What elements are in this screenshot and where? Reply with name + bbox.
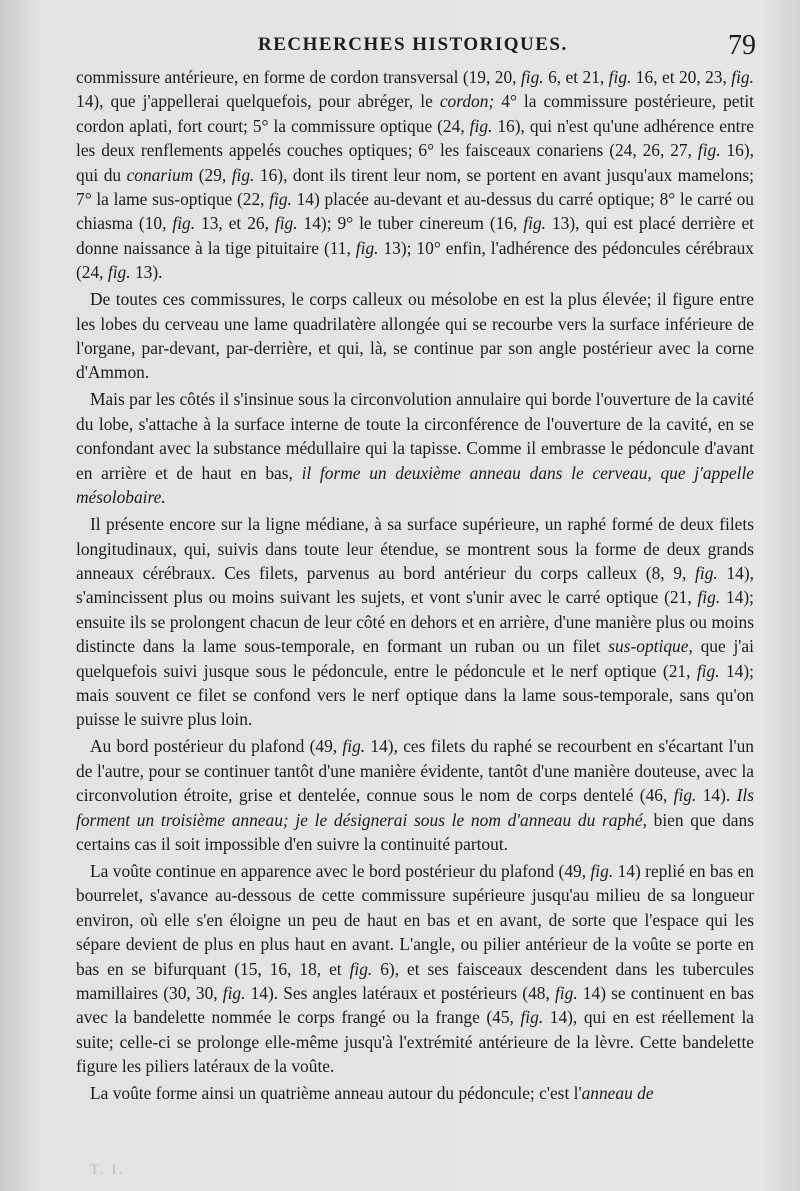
text-run: Mais par les côtés il s'insinue sous la circonvolution annulaire qui borde l'ouverture de la cavité du lobe, s'attache à la surface interne de toute la circonférence de l'ouverture de la cavité, en se confondant avec la substance médullaire qui la tapisse. Comme il embrasse le pédoncule d'avant en arrière et de haut en bas, [76,389,754,483]
page-number: 79 [728,30,756,61]
italic-text-run: fig. [107,262,131,283]
italic-text-run: sus-optique, [608,636,693,657]
italic-text-run: fig. [520,1007,544,1028]
text-run: 14) se continuent en bas avec la bandelette nommée le corps frangé ou la frange (45, [76,983,754,1028]
text-run: 16), qui du [76,140,754,185]
paragraph [76,387,754,509]
page-header [70,30,756,62]
text-run: que j'ai quelquefois suivi jusque sous le pédoncule, entre le pédoncule et le nerf optique (21, [76,636,754,681]
text-run: 14); ensuite ils se prolongent chacun de leur côté en dehors et en arrière, d'une manière plus ou moins distincte dans la lame sous-temporale, en formant un ruban ou un filet [76,587,754,657]
italic-text-run: fig. [697,587,721,608]
text-run: Il présente encore sur la ligne médiane, à sa surface supérieure, un raphé formé de deux filets longitudinaux, qui, suivis dans toute leur étendue, se montrent sous la forme de deux grands anneaux cérébraux. Ces filets, parvenus au bord antérieur du corps calleux (8, 9, [76,514,754,583]
italic-text-run: fig. [222,983,246,1003]
italic-text-run: fig. [523,213,547,234]
text-run: 14), que j'appellerai quelquefois, pour abréger, le [76,91,440,112]
text-run: 6), et ses faisceaux descendent dans les tubercules mamillaires (30, 30, [76,958,754,1003]
text-run: 14); mais souvent ce filet se confond vers le nerf optique dans la lame sous-temporale, sans qu'on puisse le suivre plus loin. [76,660,754,730]
italic-text-run: fig. [355,237,379,258]
paragraph [76,287,754,385]
italic-text-run: fig. [554,983,578,1003]
italic-text-run: fig. [342,736,366,757]
italic-text-run: fig. [231,164,255,185]
text-run: 14), ces filets du raphé se recourbent en s'écartant l'un de l'autre, pour se continuer tantôt d'une manière évidente, tantôt d'une manière douteuse, avec la circonvolution étroite, grise et dentelée, connue sous le nom de corps dentelé (46, [76,736,754,806]
paragraph [76,65,754,285]
italic-text-run: fig. [696,660,720,681]
text-run: La voûte forme ainsi un quatrième anneau autour du pédoncule; c'est l' [90,1083,582,1104]
text-run: 13), qui est placé derrière et donne naissance à la tige pituitaire (11, [76,213,755,258]
text-run: 14). [696,785,737,806]
italic-text-run: Ils forment un troisième anneau; je le désignerai sous le nom d'anneau du raphé, [76,785,754,830]
text-run: 14) placée au-devant et au-dessus du carré optique; 8° le carré ou chiasma (10, [76,189,754,234]
paragraph [76,512,754,732]
paragraph [76,859,754,1079]
italic-text-run: fig. [172,213,196,234]
italic-text-run: fig. [274,213,298,234]
text-run: bien que dans certains cas il soit impossible d'en suivre la continuité partout. [76,809,754,854]
text-run: (29, [193,164,232,185]
text-run: Au bord postérieur du plafond (49, [90,736,343,757]
italic-text-run: cordon; [439,91,495,112]
text-run: 16), dont ils tirent leur nom, se portent en avant jusqu'aux mamelons; 7° la lame sus-optique (22, [76,164,754,210]
italic-text-run: fig. [469,115,493,136]
italic-text-run: fig. [520,67,544,87]
text-run: 14); 9° le tuber cinereum (16, [297,213,524,234]
text-run: De toutes ces commissures, le corps calleux ou mésolobe en est la plus élevée; il figure entre les lobes du cerveau une lame quadrilatère allongée qui se recourbe vers la surface inférieure de l'organe, par-devant, par-derrière, et qui, là, se continue par son angle postérieur avec la corne d'Ammon. [76,289,754,383]
text-run: La voûte continue en apparence avec le bord postérieur du plafond (49, [90,860,591,881]
text-run: 13); 10° enfin, l'adhérence des pédoncules cérébraux (24, [76,237,754,283]
running-title: RECHERCHES HISTORIQUES. [258,34,568,55]
text-run: 14) replié en bas en bourrelet, s'avance au-dessous de cette commissure supérieure jusqu'au milieu de sa longueur environ, où elle s'en éloigne un peu de haut en bas et en avant, de sorte que l'espace qui les sépare devient de plus en plus haut en avant. L'angle, ou pilier antérieur de la voûte se porte en bas en se bifurquant (15, 16, 18, et [76,860,754,979]
text-run: 14). Ses angles latéraux et postérieurs (48, [245,983,555,1003]
italic-text-run: fig. [697,140,721,161]
italic-text-run: fig. [731,67,754,87]
body-text [76,65,754,1106]
italic-text-run: fig. [269,189,292,210]
italic-text-run: fig. [608,67,632,87]
text-run: commissure antérieure, en forme de cordon transversal (19, 20, [76,67,521,87]
text-run: 13, et 26, [195,213,275,234]
italic-text-run: fig. [695,562,718,583]
text-run: 16, et 20, 23, [631,67,732,87]
italic-text-run: fig. [590,860,614,881]
text-run: 16), qui n'est qu'une adhérence entre les deux renflements appelés couches optiques; 6° les faisceaux conariens (24, 26, 27, [76,115,754,161]
signature-mark: T. I. [90,1162,125,1178]
text-run: 14), qui en est réellement la suite; celle-ci se prolonge elle-même jusqu'à l'extrémité antérieure de la lèvre. Cette bandelette figure les piliers latéraux de la voûte. [76,1007,754,1077]
text-run: 13). [130,262,163,283]
italic-text-run: anneau de [581,1083,654,1104]
text-run: 6, et 21, [543,67,609,87]
paragraph [76,1081,754,1105]
italic-text-run: fig. [673,785,697,806]
italic-text-run: il forme un deuxième anneau dans le cerveau, que j'appelle mésolobaire. [76,462,755,508]
text-run: 14), s'amincissent plus ou moins suivant les sujets, et vont s'unir avec le carré optique (21, [76,562,754,608]
text-run: 4° la commissure postérieure, petit cordon aplati, fort court; 5° la commissure optique (24, [76,91,754,136]
italic-text-run: fig. [349,958,373,979]
paragraph [76,734,754,856]
italic-text-run: conarium [126,164,194,185]
